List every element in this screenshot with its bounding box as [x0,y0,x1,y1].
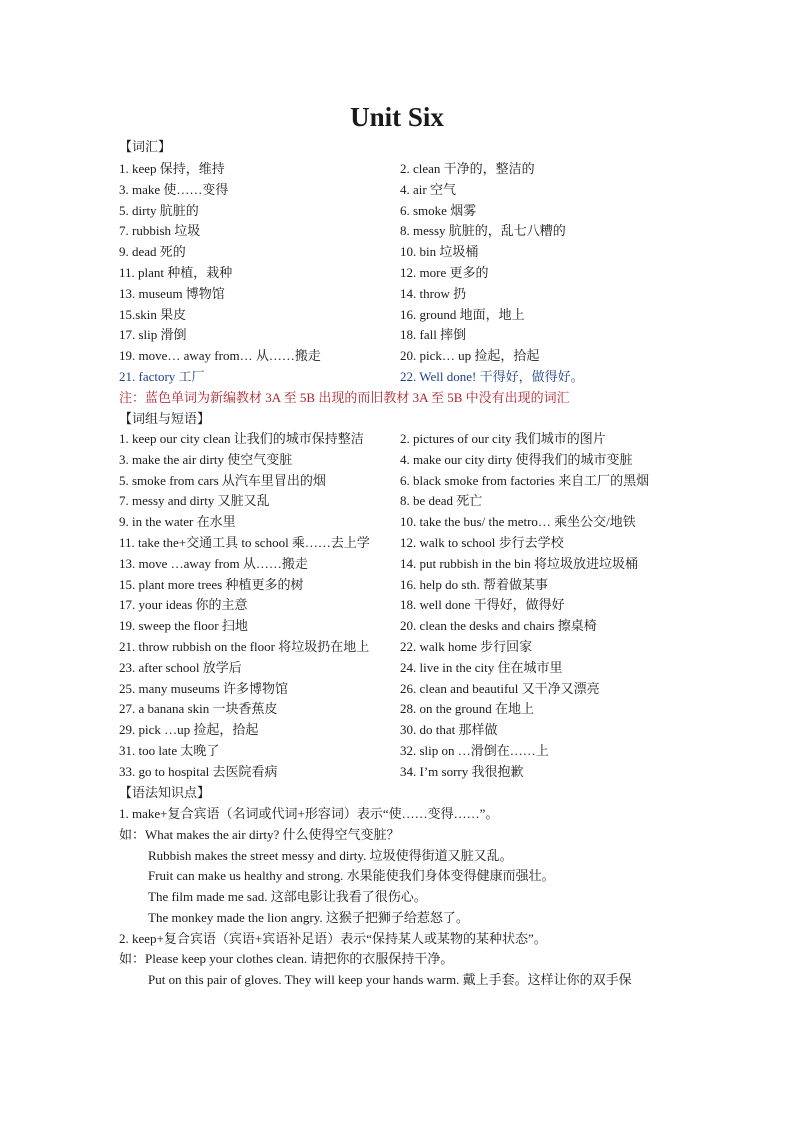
phrase-item: 29. pick …up 捡起，拾起 [119,722,259,738]
phrase-row [119,533,689,554]
phrase-item: 18. well done 干得好，做得好 [400,597,565,613]
vocab-row [119,305,689,326]
phrase-row [119,554,689,575]
vocab-row [119,325,689,346]
phrase-item: 24. live in the city 住在城市里 [400,659,563,675]
vocab-item: 13. museum 博物馆 [119,285,225,301]
phrase-row [119,637,689,658]
phrase-item: 3. make the air dirty 使空气变脏 [119,451,293,467]
grammar-example: The monkey made the lion angry. 这猴子把狮子给惹怒了。 [148,910,469,925]
phrase-item: 19. sweep the floor 扫地 [119,618,248,634]
grammar-example: Fruit can make us healthy and strong. 水果能使我们身体变得健康而强壮。 [148,868,555,883]
vocab-row [119,263,689,284]
vocab-item-new: 21. factory 工厂 [119,368,205,384]
phrase-item: 28. on the ground 在地上 [400,701,534,717]
phrase-item: 32. slip on …滑倒在……上 [400,742,549,758]
phrase-item: 9. in the water 在水里 [119,514,236,530]
vocab-table [119,159,689,388]
grammar-example: The film made me sad. 这部电影让我看了很伤心。 [148,889,427,904]
phrase-item: 6. black smoke from factories 来自工厂的黑烟 [400,472,650,488]
phrase-row [119,429,689,450]
vocab-row [119,284,689,305]
page-title: Unit Six [350,102,444,132]
phrase-item: 34. I’m sorry 我很抱歉 [400,763,524,779]
phrase-item: 22. walk home 步行回家 [400,638,533,654]
vocab-item: 7. rubbish 垃圾 [119,223,201,239]
vocab-row [119,242,689,263]
phrase-row [119,471,689,492]
vocab-row [119,159,689,180]
phrase-item: 1. keep our city clean 让我们的城市保持整洁 [119,431,364,446]
vocab-item: 16. ground 地面，地上 [400,306,525,322]
vocab-row [119,201,689,222]
phrase-item: 2. pictures of our city 我们城市的图片 [400,431,606,446]
vocab-row [119,367,689,388]
vocab-item: 9. dead 死的 [119,244,186,260]
grammar-example: 如：Please keep your clothes clean. 请把你的衣服保持干净。 [119,951,454,966]
phrase-item: 4. make our city dirty 使得我们的城市变脏 [400,451,633,467]
phrase-item: 26. clean and beautiful 又干净又漂亮 [400,680,600,696]
vocab-item: 15.skin 果皮 [119,306,187,322]
vocab-item: 10. bin 垃圾桶 [400,244,479,260]
vocab-row [119,346,689,367]
phrase-item: 11. take the+交通工具 to school 乘……去上学 [119,534,370,550]
color-note: 注：蓝色单词为新编教材 3A 至 5B 出现的而旧教材 3A 至 5B 中没有出现的词汇 [119,390,570,405]
grammar-example: Rubbish makes the street messy and dirty. 垃圾使得街道又脏又乱。 [148,848,513,863]
phrase-row [119,679,689,700]
phrase-item: 27. a banana skin 一块香蕉皮 [119,701,278,717]
section-grammar-heading: 【语法知识点】 [119,785,211,800]
phrases-table [119,429,689,783]
phrase-item: 31. too late 太晚了 [119,742,220,758]
phrase-item: 7. messy and dirty 又脏又乱 [119,493,270,509]
phrase-item: 16. help do sth. 帮着做某事 [400,576,549,592]
phrase-row [119,741,689,762]
phrase-row [119,720,689,741]
phrase-item: 33. go to hospital 去医院看病 [119,763,278,779]
vocab-item: 5. dirty 肮脏的 [119,202,199,218]
phrase-row [119,512,689,533]
phrase-row [119,575,689,596]
vocab-item: 4. air 空气 [400,181,456,197]
vocab-item: 20. pick… up 捡起，拾起 [400,348,540,364]
phrase-row [119,450,689,471]
section-vocab-heading: 【词汇】 [119,139,172,154]
grammar-example: 如：What makes the air dirty? 什么使得空气变脏？ [119,827,400,842]
phrase-row [119,658,689,679]
vocab-item: 11. plant 种植，栽种 [119,264,233,280]
phrase-item: 10. take the bus/ the metro… 乘坐公交/地铁 [400,514,636,530]
phrase-row [119,595,689,616]
vocab-item: 18. fall 摔倒 [400,327,467,343]
vocab-item: 1. keep 保持，维持 [119,161,225,176]
section-phrases-heading: 【词组与短语】 [119,411,211,426]
vocab-item: 17. slip 滑倒 [119,327,187,343]
grammar-rule: 2. keep+复合宾语（宾语+宾语补足语）表示“保持某人或某物的某种状态”。 [119,931,547,946]
phrase-item: 8. be dead 死亡 [400,493,483,509]
vocab-item: 14. throw 扔 [400,285,467,301]
phrase-row [119,616,689,637]
phrase-item: 15. plant more trees 种植更多的树 [119,576,304,592]
phrase-item: 23. after school 放学后 [119,659,242,675]
phrase-item: 25. many museums 许多博物馆 [119,680,288,696]
phrase-item: 5. smoke from cars 从汽车里冒出的烟 [119,472,326,488]
vocab-row [119,221,689,242]
vocab-item: 8. messy 肮脏的，乱七八糟的 [400,223,566,239]
phrase-item: 12. walk to school 步行去学校 [400,534,564,550]
vocab-item: 19. move… away from… 从……搬走 [119,348,321,364]
phrase-item: 21. throw rubbish on the floor 将垃圾扔在地上 [119,638,370,654]
phrase-item: 14. put rubbish in the bin 将垃圾放进垃圾桶 [400,555,638,571]
vocab-row [119,180,689,201]
phrase-item: 13. move …away from 从……搬走 [119,555,308,571]
vocab-item: 3. make 使……变得 [119,181,229,197]
vocab-item-new: 22. Well done! 干得好，做得好。 [400,368,584,384]
phrase-item: 20. clean the desks and chairs 擦桌椅 [400,618,597,634]
vocab-item: 2. clean 干净的，整洁的 [400,161,535,176]
vocab-item: 6. smoke 烟雾 [400,202,477,218]
grammar-example: Put on this pair of gloves. They will keep your hands warm. 戴上手套。这样让你的双手保 [148,972,632,987]
phrase-item: 30. do that 那样做 [400,722,498,738]
phrase-item: 17. your ideas 你的主意 [119,597,248,613]
phrase-row [119,762,689,783]
phrase-row [119,699,689,720]
vocab-item: 12. more 更多的 [400,264,489,280]
grammar-rule: 1. make+复合宾语（名词或代词+形容词）表示“使……变得……”。 [119,806,499,821]
phrase-row [119,491,689,512]
